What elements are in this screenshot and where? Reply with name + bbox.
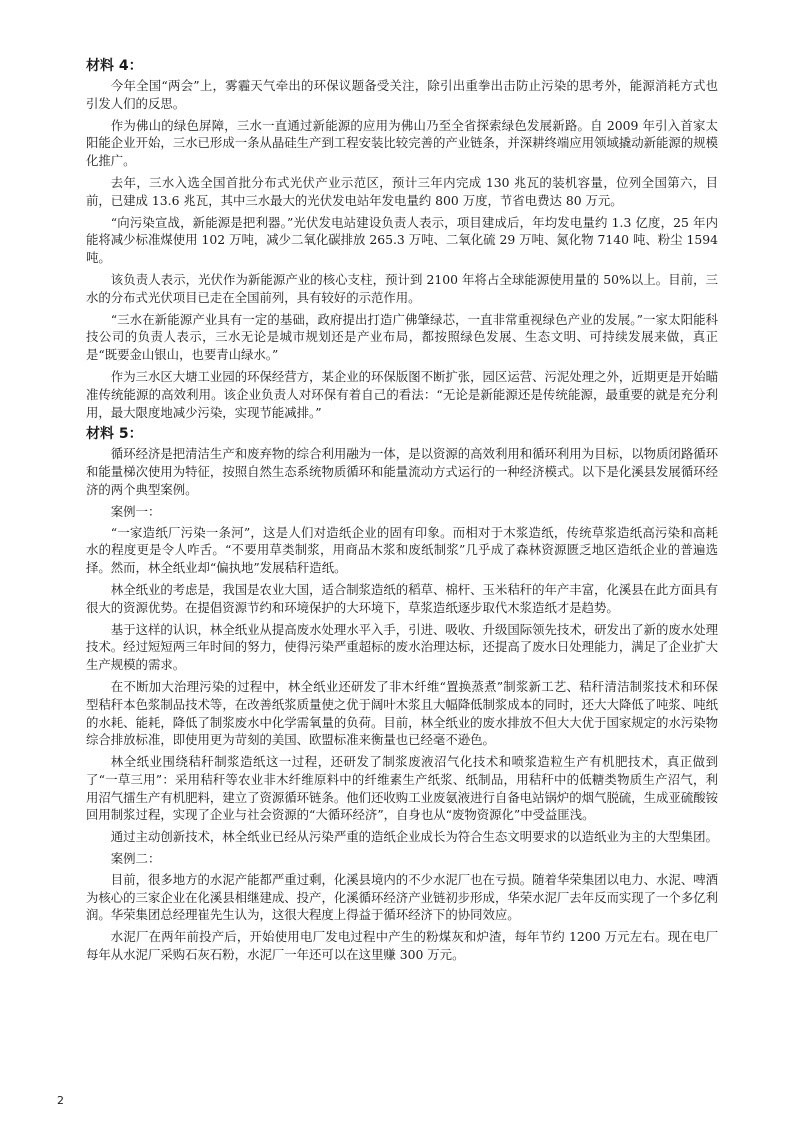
material-4-heading: 材料 4： <box>86 58 143 74</box>
material-5-heading: 材料 5： <box>86 426 143 443</box>
material-4-paragraph-7: 作为三水区大塘工业园的环保经营方，某企业的环保版图不断扩张，园区运营、污泥处理之外，近期更是开始瞄准传统能源的高效利用。该企业负责人对环保有着自己的看法：“无论是新能源还是传统能源，最重要的就是充分利用，最大限度地减少污染，实现节能减排。” <box>86 368 718 420</box>
case-1-paragraph-2: 林全纸业的考虑是，我国是农业大国，适合制浆造纸的稻草、棉杆、玉米秸秆的年产丰富，化溪县在此方面具有很大的资源优势。在提倡资源节约和环境保护的大环境下，草浆造纸逐步取代木浆造纸才是趋势。 <box>86 581 718 615</box>
case-2-paragraph-1: 目前，很多地方的水泥产能都严重过剩，化溪县境内的不少水泥厂也在亏损。随着华荣集团以电力、水泥、啤酒为核心的三家企业在化溪县相继建成、投产，化溪循环经济产业链初步形成，华荣水泥厂去年反而实现了一个多亿利润。华荣集团总经理崔先生认为，这很大程度上得益于循环经济下的协同效应。 <box>86 871 718 923</box>
page-number: 2 <box>57 1094 64 1107</box>
material-4-paragraph-3: 去年，三水入选全国首批分布式光伏产业示范区，预计三年内完成 130 兆瓦的装机容量，位列全国第六，目前，已建成 13.6 兆瓦，其中三水最大的光伏发电站年发电量约 800 万度，节省电费达 80 万元。 <box>86 174 718 208</box>
material-4-paragraph-5: 该负责人表示，光伏作为新能源产业的核心支柱，预计到 2100 年将占全球能源使用量的 50%以上。目前，三水的分布式光伏项目已走在全国前列，具有较好的示范作用。 <box>86 271 718 305</box>
case-1-paragraph-1: “一家造纸厂污染一条河”，这是人们对造纸企业的固有印象。而相对于木浆造纸，传统草浆造纸高污染和高耗水的程度更是令人咋舌。“不要用草类制浆，用商品木浆和废纸制浆”几乎成了森林资源匮乏地区造纸企业的普遍选择。然而，林全纸业却“偏执地”发展秸秆造纸。 <box>86 524 718 576</box>
case-1-paragraph-4: 在不断加大治理污染的过程中，林全纸业还研发了非木纤维“置换蒸煮”制浆新工艺、秸秆清洁制浆技术和环保型秸秆本色浆制品技术等，在改善纸浆质量使之优于阔叶木浆且大幅降低制浆成本的同时，还大大降低了吨浆、吨纸的水耗、能耗，降低了制浆废水中化学需氧量的负荷。目前，林全纸业的废水排放不但大大优于国家规定的水污染物综合排放标准，即使用更为苛刻的美国、欧盟标准来衡量也已经毫不逊色。 <box>86 678 718 748</box>
case-1-paragraph-6: 通过主动创新技术，林全纸业已经从污染严重的造纸企业成长为符合生态文明要求的以造纸业为主的大型集团。 <box>110 829 718 845</box>
case-1-paragraph-3: 基于这样的认识，林全纸业从提高废水处理水平入手，引进、吸收、升级国际领先技术，研发出了新的废水处理技术。经过短短两三年时间的努力，使得污染严重超标的废水治理达标，还提高了废水日处理能力，满足了企业扩大生产规模的需求。 <box>86 621 718 673</box>
case-1-paragraph-5: 林全纸业围绕秸秆制浆造纸这一过程，还研发了制浆废液沼气化技术和喷浆造粒生产有机肥技术，真正做到了“一草三用”：采用秸秆等农业非木纤维原料中的纤维素生产纸浆、纸制品，用秸秆中的低糖类物质生产沼气，利用沼气擂生产有机肥料，建立了资源循环链条。他们还收购工业废氨液进行自备电站锅炉的烟气脱硫，生成亚硫酸铵回用制浆过程，实现了企业与社会资源的“大循环经济”，自身也从“废物资源化”中受益匪浅。 <box>86 754 718 823</box>
case-2-paragraph-2: 水泥厂在两年前投产后，开始使用电厂发电过程中产生的粉煤灰和炉渣，每年节约 1200 万元左右。现在电厂每年从水泥厂采购石灰石粉，水泥厂一年还可以在这里赚 300 万元。 <box>86 929 718 963</box>
case-2-label: 案例二： <box>110 851 161 867</box>
material-4-paragraph-1: 今年全国“两会”上，雾霾天气牵出的环保议题备受关注，除引出重拳出击防止污染的思考外，能源消耗方式也引发人们的反思。 <box>86 78 718 111</box>
material-4-paragraph-4: “向污染宣战，新能源是把利器。”光伏发电站建设负责人表示，项目建成后，年均发电量约 1.3 亿度，25 年内能将减少标准煤使用 102 万吨，减少二氧化碳排放 265.3 万吨、二氧化硫 29 万吨、氮化物 7140 吨、粉尘 1594 吨。 <box>86 214 718 266</box>
material-4-paragraph-2: 作为佛山的绿色屏障，三水一直通过新能源的应用为佛山乃至全省探索绿色发展新路。自 2009 年引入首家太阳能企业开始，三水已形成一条从晶硅生产到工程安装比较完善的产业链条，并深耕终端应用领域撬动新能源的规模化推广。 <box>86 117 718 169</box>
material-5-intro: 循环经济是把清洁生产和废弃物的综合利用融为一体，是以资源的高效利用和循环利用为目标，以物质闭路循环和能量梯次使用为特征，按照自然生态系统物质循环和能量流动方式运行的一种经济模式。以下是化溪县发展循环经济的两个典型案例。 <box>86 446 718 497</box>
material-4-paragraph-6: “三水在新能源产业具有一定的基础，政府提出打造广佛肇绿芯，一直非常重视绿色产业的发展。”一家太阳能科技公司的负责人表示，三水无论是城市规划还是产业布局，都按照绿色发展、生态文明、可持续发展来做，真正是“既要金山银山，也要青山绿水。” <box>86 311 718 363</box>
case-1-label: 案例一： <box>110 503 161 519</box>
